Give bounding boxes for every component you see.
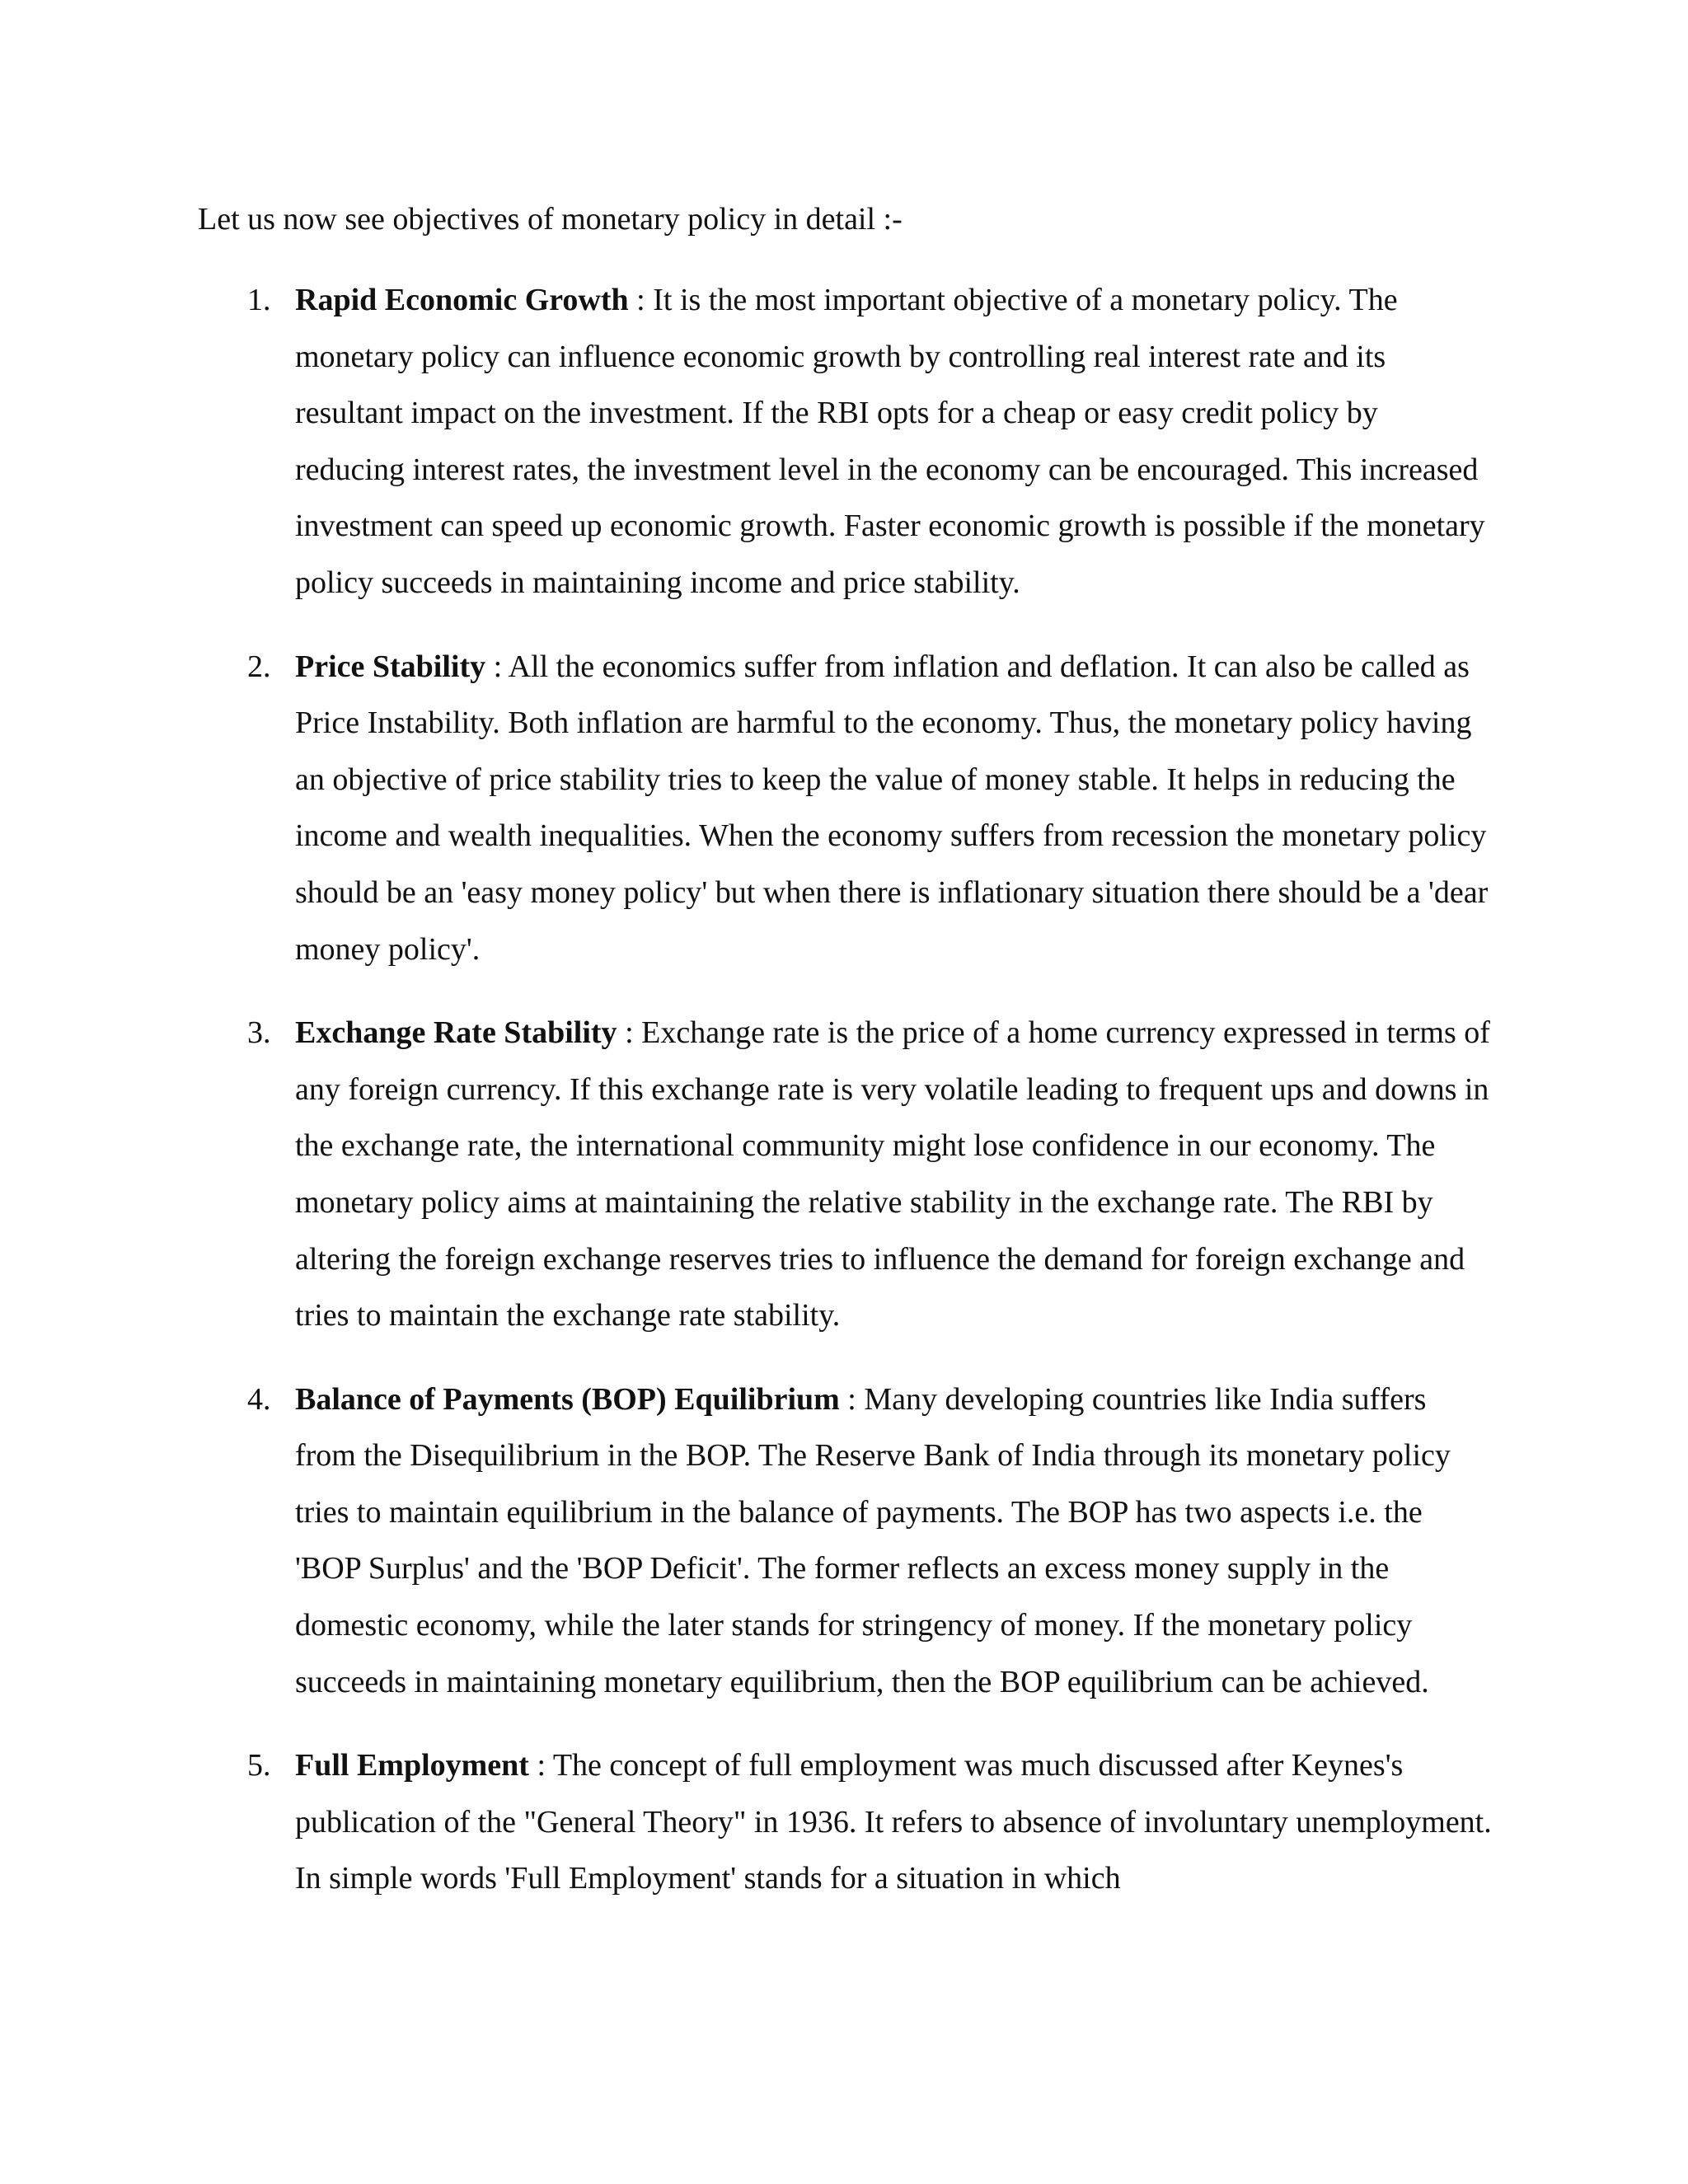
item-term: Rapid Economic Growth [295, 283, 629, 317]
objectives-list [198, 272, 1492, 1934]
item-term: Exchange Rate Stability [295, 1015, 617, 1051]
item-term: Price Stability [295, 649, 486, 684]
item-term: Balance of Payments (BOP) Equilibrium [295, 1381, 840, 1417]
item-number: 3. [247, 1015, 271, 1051]
list-item [198, 1371, 1492, 1711]
item-number: 5. [247, 1748, 271, 1783]
item-text: : The concept of full employment was much discussed after Keynes's publication of the "General Theory" in 1936. It refers to absence of involuntary unemployment. In simple words 'Full Employment' stands for a situation in which [295, 1748, 1492, 1896]
item-text: : Many developing countries like India suffers from the Disequilibrium in the BOP. The Reserve Bank of India through its monetary policy tries to maintain equilibrium in the balance of payments. The BOP has two aspects i.e. the 'BOP Surplus' and the 'BOP Deficit'. The former reflects an excess money supply in the domestic economy, while the later stands for stringency of money. If the monetary policy succeeds in maintaining monetary equilibrium, then the BOP equilibrium can be achieved. [295, 1381, 1451, 1699]
item-text: : All the economics suffer from inflation and deflation. It can also be called as Price Instability. Both inflation are harmful to the economy. Thus, the monetary policy having an objective of price stability tries to keep the value of money stable. It helps in reducing the income and wealth inequalities. When the economy suffers from recession the monetary policy should be an 'easy money policy' but when there is inflationary situation there should be a 'dear money policy'. [295, 649, 1489, 967]
list-item [198, 1005, 1492, 1344]
intro-text: Let us now see objectives of monetary policy in detail :- [198, 202, 903, 237]
list-item [198, 272, 1492, 612]
item-text: : It is the most important objective of a monetary policy. The monetary policy can influence economic growth by controlling real interest rate and its resultant impact on the investment. If the RBI opts for a cheap or easy credit policy by reducing interest rates, the investment level in the economy can be encouraged. This increased investment can speed up economic growth. Faster economic growth is possible if the monetary policy succeeds in maintaining income and price stability. [295, 283, 1485, 600]
list-item [198, 1737, 1492, 1907]
item-term: Full Employment [295, 1748, 529, 1783]
item-number: 4. [247, 1381, 271, 1417]
list-item [198, 639, 1492, 978]
item-number: 1. [247, 283, 271, 317]
item-text: : Exchange rate is the price of a home currency expressed in terms of any foreign currency. If this exchange rate is very volatile leading to frequent ups and downs in the exchange rate, the international community might lose confidence in our economy. The monetary policy aims at maintaining the relative stability in the exchange rate. The RBI by altering the foreign exchange reserves tries to influence the demand for foreign exchange and tries to maintain the exchange rate stability. [295, 1015, 1490, 1333]
item-number: 2. [247, 649, 271, 684]
